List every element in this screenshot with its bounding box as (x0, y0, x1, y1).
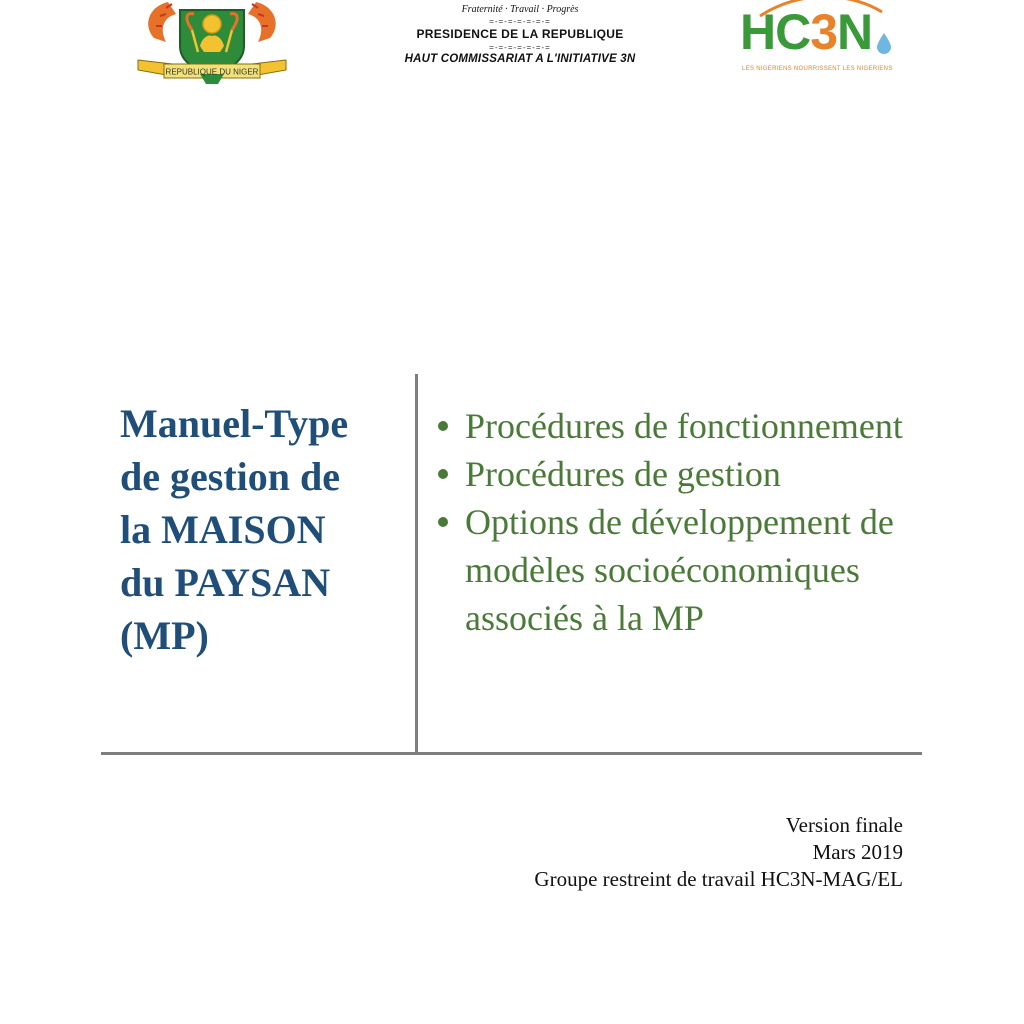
date-label: Mars 2019 (812, 840, 903, 864)
presidence-heading: PRESIDENCE DE LA REPUBLIQUE (416, 27, 624, 41)
list-item (436, 402, 936, 450)
version-label: Version finale (785, 813, 903, 837)
separator-2: =-=-=-=-=-=-= (489, 43, 551, 52)
haut-commissariat-heading: HAUT COMMISSARIAT A L'INITIATIVE 3N (404, 53, 636, 65)
vertical-divider (415, 374, 418, 754)
list-item-text: Options de développement de modèles socioéconomiques associés à la MP (465, 502, 894, 638)
hc3n-logo (740, 0, 893, 80)
page-header (0, 0, 1024, 100)
hc3n-wordmark (740, 0, 890, 64)
group-label: Groupe restreint de travail HC3N-MAG/EL (534, 867, 903, 891)
bullet-icon (438, 469, 448, 479)
title-line: la MAISON (120, 507, 326, 552)
title-line: du PAYSAN (120, 560, 331, 605)
list-item-text: Procédures de fonctionnement (465, 406, 903, 446)
hc3n-wordmark-text: HC3N (740, 4, 873, 60)
title-line: Manuel-Type (120, 401, 349, 446)
contents-list (436, 402, 936, 642)
institution-heading (370, 0, 670, 65)
niger-coat-of-arms-icon (132, 0, 292, 84)
horizontal-divider (101, 752, 922, 755)
water-drop-icon (876, 32, 892, 54)
bullet-icon (438, 421, 448, 431)
list-item (436, 450, 936, 498)
bullet-icon (438, 517, 448, 527)
title-line: de gestion de (120, 454, 340, 499)
list-item (436, 498, 936, 642)
hc3n-tagline: LES NIGERIENS NOURRISSENT LES NIGERIENS (742, 66, 893, 72)
list-item-text: Procédures de gestion (465, 454, 781, 494)
separator-1: =-=-=-=-=-=-= (489, 17, 551, 26)
national-motto: Fraternité · Travail · Progrès (461, 4, 579, 15)
svg-text:REPUBLIQUE DU NIGER: REPUBLIQUE DU NIGER (165, 67, 259, 77)
document-title (120, 397, 410, 662)
document-meta (534, 812, 903, 893)
title-line: (MP) (120, 613, 209, 658)
